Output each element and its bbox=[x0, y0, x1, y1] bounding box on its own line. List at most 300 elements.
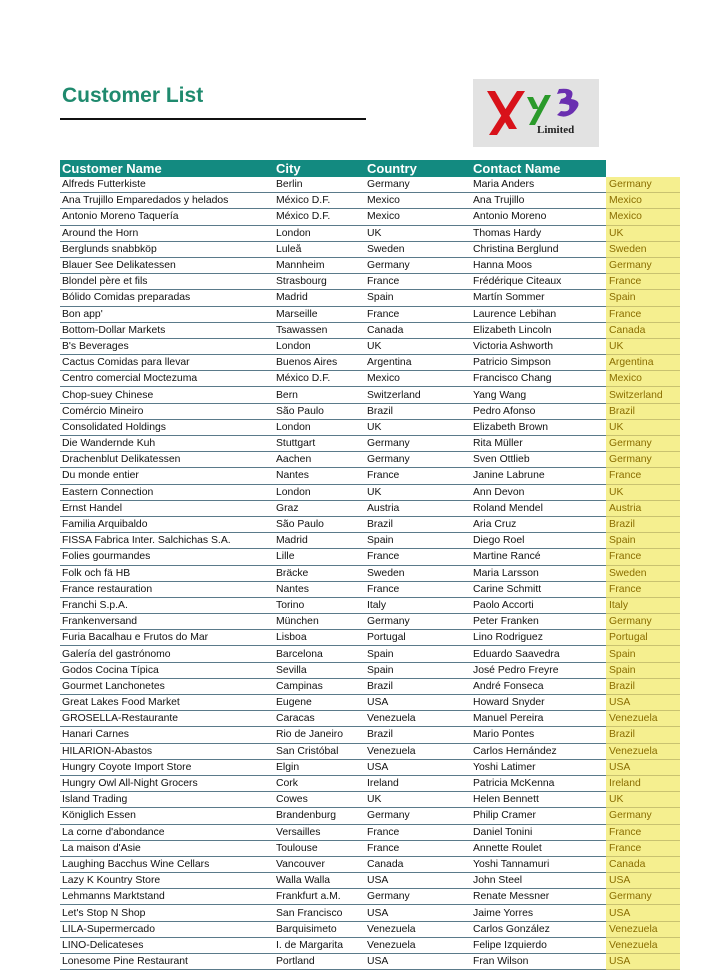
table-row bbox=[60, 209, 680, 225]
cell-country: Canada bbox=[367, 858, 404, 870]
table-row bbox=[60, 679, 680, 695]
cell-country: UK bbox=[367, 340, 382, 352]
cell-country-highlight: France bbox=[606, 307, 680, 323]
cell-city: San Cristóbal bbox=[276, 745, 339, 757]
cell-contact-name: Roland Mendel bbox=[473, 502, 543, 514]
cell-customer-name: Eastern Connection bbox=[62, 486, 154, 498]
cell-city: Cork bbox=[276, 778, 298, 790]
cell-country-highlight: UK bbox=[606, 226, 680, 242]
table-row bbox=[60, 841, 680, 857]
cell-country: Switzerland bbox=[367, 389, 421, 401]
table-row bbox=[60, 598, 680, 614]
cell-country: Germany bbox=[367, 438, 410, 450]
cell-country: Brazil bbox=[367, 519, 393, 531]
cell-city: Toulouse bbox=[276, 842, 318, 854]
cell-country-highlight: USA bbox=[606, 905, 680, 921]
cell-contact-name: Patricia McKenna bbox=[473, 778, 555, 790]
cell-customer-name: Blauer See Delikatessen bbox=[62, 260, 176, 272]
cell-customer-name: Bottom-Dollar Markets bbox=[62, 324, 166, 336]
cell-city: Aachen bbox=[276, 454, 312, 466]
cell-country-highlight: Spain bbox=[606, 646, 680, 662]
cell-country: Germany bbox=[367, 454, 410, 466]
cell-country-highlight: Mexico bbox=[606, 193, 680, 209]
cell-city: Rio de Janeiro bbox=[276, 729, 344, 741]
cell-contact-name: André Fonseca bbox=[473, 680, 544, 692]
cell-country: UK bbox=[367, 486, 382, 498]
cell-country-highlight: Canada bbox=[606, 857, 680, 873]
table-row bbox=[60, 177, 680, 193]
table-row bbox=[60, 452, 680, 468]
table-row bbox=[60, 371, 680, 387]
cell-city: Nantes bbox=[276, 583, 309, 595]
customer-table bbox=[60, 160, 680, 970]
cell-contact-name: Eduardo Saavedra bbox=[473, 648, 560, 660]
cell-customer-name: Consolidated Holdings bbox=[62, 421, 166, 433]
cell-city: Strasbourg bbox=[276, 276, 327, 288]
cell-customer-name: Lazy K Kountry Store bbox=[62, 875, 161, 887]
cell-customer-name: Franchi S.p.A. bbox=[62, 599, 128, 611]
table-row bbox=[60, 889, 680, 905]
cell-country: UK bbox=[367, 227, 382, 239]
cell-contact-name: Carlos González bbox=[473, 923, 550, 935]
table-row bbox=[60, 517, 680, 533]
cell-city: Torino bbox=[276, 599, 305, 611]
cell-country-highlight: Brazil bbox=[606, 727, 680, 743]
cell-country-highlight: UK bbox=[606, 485, 680, 501]
cell-customer-name: Furia Bacalhau e Frutos do Mar bbox=[62, 632, 209, 644]
cell-city: Barquisimeto bbox=[276, 923, 337, 935]
table-row bbox=[60, 938, 680, 954]
cell-contact-name: Maria Anders bbox=[473, 179, 535, 191]
cell-country-highlight: Venezuela bbox=[606, 744, 680, 760]
cell-customer-name: Godos Cocina Típica bbox=[62, 664, 159, 676]
cell-country-highlight: Mexico bbox=[606, 209, 680, 225]
cell-country: Venezuela bbox=[367, 745, 416, 757]
cell-country: Germany bbox=[367, 179, 410, 191]
cell-customer-name: Folk och fä HB bbox=[62, 567, 131, 579]
cell-country-highlight: France bbox=[606, 841, 680, 857]
cell-contact-name: Laurence Lebihan bbox=[473, 308, 557, 320]
cell-city: Cowes bbox=[276, 794, 308, 806]
cell-customer-name: Familia Arquibaldo bbox=[62, 519, 148, 531]
cell-country: Mexico bbox=[367, 211, 400, 223]
cell-country-highlight: Venezuela bbox=[606, 711, 680, 727]
cell-country: Sweden bbox=[367, 243, 405, 255]
cell-country: Venezuela bbox=[367, 923, 416, 935]
cell-city: Eugene bbox=[276, 697, 312, 709]
header-customer-name: Customer Name bbox=[62, 161, 162, 176]
cell-city: Vancouver bbox=[276, 858, 325, 870]
title-underline bbox=[60, 118, 366, 120]
table-row bbox=[60, 711, 680, 727]
table-row bbox=[60, 533, 680, 549]
cell-country-highlight: Spain bbox=[606, 663, 680, 679]
table-row bbox=[60, 436, 680, 452]
table-row bbox=[60, 857, 680, 873]
table-row bbox=[60, 355, 680, 371]
cell-country-highlight: Brazil bbox=[606, 517, 680, 533]
cell-customer-name: Du monde entier bbox=[62, 470, 139, 482]
table-row bbox=[60, 258, 680, 274]
cell-contact-name: Carlos Hernández bbox=[473, 745, 557, 757]
cell-country: Mexico bbox=[367, 373, 400, 385]
cell-country-highlight: Germany bbox=[606, 889, 680, 905]
cell-customer-name: France restauration bbox=[62, 583, 153, 595]
cell-city: Tsawassen bbox=[276, 324, 328, 336]
cell-contact-name: Maria Larsson bbox=[473, 567, 539, 579]
cell-contact-name: Patricio Simpson bbox=[473, 357, 551, 369]
cell-country: UK bbox=[367, 794, 382, 806]
cell-country: France bbox=[367, 842, 400, 854]
cell-contact-name: Janine Labrune bbox=[473, 470, 545, 482]
cell-city: Bräcke bbox=[276, 567, 309, 579]
table-row bbox=[60, 646, 680, 662]
cell-customer-name: Frankenversand bbox=[62, 616, 138, 628]
cell-customer-name: La corne d'abondance bbox=[62, 826, 165, 838]
cell-country: USA bbox=[367, 875, 389, 887]
cell-city: São Paulo bbox=[276, 519, 324, 531]
cell-city: Walla Walla bbox=[276, 875, 331, 887]
cell-city: Bern bbox=[276, 389, 298, 401]
cell-country: Ireland bbox=[367, 778, 399, 790]
cell-city: Mannheim bbox=[276, 260, 325, 272]
table-row bbox=[60, 242, 680, 258]
cell-customer-name: Chop-suey Chinese bbox=[62, 389, 154, 401]
cell-contact-name: Paolo Accorti bbox=[473, 599, 534, 611]
cell-contact-name: Annette Roulet bbox=[473, 842, 542, 854]
cell-country-highlight: USA bbox=[606, 873, 680, 889]
cell-contact-name: Yang Wang bbox=[473, 389, 527, 401]
cell-country-highlight: Sweden bbox=[606, 242, 680, 258]
table-row bbox=[60, 485, 680, 501]
cell-country-highlight: USA bbox=[606, 695, 680, 711]
cell-contact-name: Philip Cramer bbox=[473, 810, 536, 822]
cell-country: Spain bbox=[367, 292, 394, 304]
cell-city: Versailles bbox=[276, 826, 321, 838]
table-row bbox=[60, 387, 680, 403]
cell-country-highlight: Canada bbox=[606, 323, 680, 339]
table-row bbox=[60, 468, 680, 484]
cell-country-highlight: Venezuela bbox=[606, 938, 680, 954]
cell-country-highlight: USA bbox=[606, 954, 680, 970]
cell-country: Canada bbox=[367, 324, 404, 336]
cell-contact-name: Christina Berglund bbox=[473, 243, 559, 255]
cell-country-highlight: Venezuela bbox=[606, 922, 680, 938]
cell-country: France bbox=[367, 470, 400, 482]
cell-contact-name: John Steel bbox=[473, 875, 523, 887]
cell-country-highlight: France bbox=[606, 274, 680, 290]
cell-city: Campinas bbox=[276, 680, 323, 692]
cell-city: Stuttgart bbox=[276, 438, 316, 450]
cell-city: São Paulo bbox=[276, 405, 324, 417]
cell-country-highlight: Ireland bbox=[606, 776, 680, 792]
table-row bbox=[60, 307, 680, 323]
cell-country: Spain bbox=[367, 664, 394, 676]
cell-contact-name: Yoshi Tannamuri bbox=[473, 858, 550, 870]
table-row bbox=[60, 226, 680, 242]
cell-customer-name: HILARIÓN-Abastos bbox=[62, 745, 153, 757]
cell-contact-name: Sven Ottlieb bbox=[473, 454, 530, 466]
table-row bbox=[60, 501, 680, 517]
cell-customer-name: Folies gourmandes bbox=[62, 551, 151, 563]
table-row bbox=[60, 630, 680, 646]
cell-customer-name: Around the Horn bbox=[62, 227, 139, 239]
cell-country-highlight: UK bbox=[606, 420, 680, 436]
cell-country: Argentina bbox=[367, 357, 412, 369]
cell-country: France bbox=[367, 551, 400, 563]
header-country: Country bbox=[367, 161, 417, 176]
cell-country: USA bbox=[367, 697, 389, 709]
cell-contact-name: Martine Rancé bbox=[473, 551, 541, 563]
table-row bbox=[60, 744, 680, 760]
cell-country: Venezuela bbox=[367, 939, 416, 951]
cell-country-highlight: Germany bbox=[606, 258, 680, 274]
cell-country-highlight: Germany bbox=[606, 177, 680, 193]
cell-country-highlight: Italy bbox=[606, 598, 680, 614]
cell-country-highlight: Germany bbox=[606, 808, 680, 824]
cell-city: London bbox=[276, 421, 311, 433]
cell-city: San Francisco bbox=[276, 907, 343, 919]
cell-customer-name: Drachenblut Delikatessen bbox=[62, 454, 181, 466]
cell-country-highlight: France bbox=[606, 468, 680, 484]
header-contact-name: Contact Name bbox=[473, 161, 561, 176]
table-row bbox=[60, 274, 680, 290]
cell-country-highlight: Brazil bbox=[606, 404, 680, 420]
cell-customer-name: GROSELLA-Restaurante bbox=[62, 713, 179, 725]
cell-contact-name: José Pedro Freyre bbox=[473, 664, 559, 676]
cell-contact-name: Manuel Pereira bbox=[473, 713, 544, 725]
cell-country-highlight: France bbox=[606, 582, 680, 598]
logo-caption: Limited bbox=[537, 124, 575, 136]
table-row bbox=[60, 404, 680, 420]
cell-country: Sweden bbox=[367, 567, 405, 579]
cell-contact-name: Victoria Ashworth bbox=[473, 340, 554, 352]
cell-contact-name: Rita Müller bbox=[473, 438, 523, 450]
header-city: City bbox=[276, 161, 301, 176]
cell-city: London bbox=[276, 227, 311, 239]
table-row bbox=[60, 420, 680, 436]
table-row bbox=[60, 323, 680, 339]
table-row bbox=[60, 566, 680, 582]
cell-customer-name: Ana Trujillo Emparedados y helados bbox=[62, 195, 229, 207]
cell-country: USA bbox=[367, 907, 389, 919]
cell-city: Marseille bbox=[276, 308, 318, 320]
cell-customer-name: Hanari Carnes bbox=[62, 729, 129, 741]
cell-country-highlight: France bbox=[606, 549, 680, 565]
cell-contact-name: Renate Messner bbox=[473, 891, 550, 903]
cell-contact-name: Frédérique Citeaux bbox=[473, 276, 562, 288]
table-row bbox=[60, 808, 680, 824]
cell-country-highlight: Portugal bbox=[606, 630, 680, 646]
cell-country: Spain bbox=[367, 648, 394, 660]
cell-city: Elgin bbox=[276, 761, 300, 773]
cell-country: Mexico bbox=[367, 195, 400, 207]
cell-country-highlight: Spain bbox=[606, 290, 680, 306]
cell-city: London bbox=[276, 486, 311, 498]
cell-city: Sevilla bbox=[276, 664, 307, 676]
cell-contact-name: Helen Bennett bbox=[473, 794, 539, 806]
cell-customer-name: Bólido Comidas preparadas bbox=[62, 292, 191, 304]
cell-customer-name: Blondel père et fils bbox=[62, 276, 148, 288]
cell-country: France bbox=[367, 308, 400, 320]
cell-contact-name: Pedro Afonso bbox=[473, 405, 536, 417]
table-row bbox=[60, 905, 680, 921]
table-row bbox=[60, 614, 680, 630]
cell-customer-name: Königlich Essen bbox=[62, 810, 136, 822]
cell-city: México D.F. bbox=[276, 195, 331, 207]
page-title: Customer List bbox=[62, 84, 204, 107]
table-row bbox=[60, 792, 680, 808]
cell-country-highlight: Germany bbox=[606, 436, 680, 452]
cell-city: Graz bbox=[276, 502, 299, 514]
cell-customer-name: B's Beverages bbox=[62, 340, 129, 352]
cell-city: Buenos Aires bbox=[276, 357, 338, 369]
cell-contact-name: Diego Roel bbox=[473, 535, 525, 547]
cell-country: Germany bbox=[367, 260, 410, 272]
cell-city: Barcelona bbox=[276, 648, 323, 660]
cell-country-highlight: Sweden bbox=[606, 566, 680, 582]
cell-customer-name: Lonesome Pine Restaurant bbox=[62, 956, 188, 968]
table-row bbox=[60, 776, 680, 792]
cell-city: I. de Margarita bbox=[276, 939, 343, 951]
cell-country: France bbox=[367, 276, 400, 288]
cell-country-highlight: Mexico bbox=[606, 371, 680, 387]
table-row bbox=[60, 760, 680, 776]
cell-contact-name: Hanna Moos bbox=[473, 260, 532, 272]
cell-customer-name: Ernst Handel bbox=[62, 502, 123, 514]
cell-city: Madrid bbox=[276, 535, 308, 547]
table-row bbox=[60, 582, 680, 598]
cell-contact-name: Antonio Moreno bbox=[473, 211, 547, 223]
cell-contact-name: Ana Trujillo bbox=[473, 195, 525, 207]
table-row bbox=[60, 695, 680, 711]
cell-country-highlight: Switzerland bbox=[606, 387, 680, 403]
cell-city: London bbox=[276, 340, 311, 352]
cell-contact-name: Aria Cruz bbox=[473, 519, 517, 531]
cell-country: Brazil bbox=[367, 405, 393, 417]
cell-country-highlight: Spain bbox=[606, 533, 680, 549]
cell-country-highlight: Brazil bbox=[606, 679, 680, 695]
cell-country: UK bbox=[367, 421, 382, 433]
cell-contact-name: Martín Sommer bbox=[473, 292, 545, 304]
cell-country: Brazil bbox=[367, 680, 393, 692]
cell-city: Brandenburg bbox=[276, 810, 337, 822]
cell-contact-name: Lino Rodriguez bbox=[473, 632, 543, 644]
cell-contact-name: Mario Pontes bbox=[473, 729, 535, 741]
cell-city: Lisboa bbox=[276, 632, 307, 644]
cell-customer-name: Antonio Moreno Taquería bbox=[62, 211, 179, 223]
cell-contact-name: Yoshi Latimer bbox=[473, 761, 536, 773]
cell-city: Berlin bbox=[276, 179, 303, 191]
table-row bbox=[60, 549, 680, 565]
cell-customer-name: Centro comercial Moctezuma bbox=[62, 373, 198, 385]
cell-customer-name: LINO-Delicateses bbox=[62, 939, 144, 951]
cell-city: Madrid bbox=[276, 292, 308, 304]
cell-country: Venezuela bbox=[367, 713, 416, 725]
cell-city: München bbox=[276, 616, 319, 628]
cell-customer-name: LILA-Supermercado bbox=[62, 923, 155, 935]
cell-country: France bbox=[367, 583, 400, 595]
cell-country: Austria bbox=[367, 502, 400, 514]
cell-country: Spain bbox=[367, 535, 394, 547]
cell-customer-name: Galería del gastrónomo bbox=[62, 648, 171, 660]
cell-contact-name: Daniel Tonini bbox=[473, 826, 533, 838]
cell-country: Portugal bbox=[367, 632, 406, 644]
cell-customer-name: Cactus Comidas para llevar bbox=[62, 357, 190, 369]
cell-customer-name: Lehmanns Marktstand bbox=[62, 891, 165, 903]
cell-country: USA bbox=[367, 956, 389, 968]
cell-customer-name: Berglunds snabbköp bbox=[62, 243, 157, 255]
cell-customer-name: Laughing Bacchus Wine Cellars bbox=[62, 858, 210, 870]
cell-customer-name: FISSA Fabrica Inter. Salchichas S.A. bbox=[62, 535, 231, 547]
cell-country: Brazil bbox=[367, 729, 393, 741]
table-body bbox=[60, 177, 680, 970]
table-row bbox=[60, 825, 680, 841]
cell-customer-name: Island Trading bbox=[62, 794, 128, 806]
cell-city: Portland bbox=[276, 956, 315, 968]
cell-customer-name: Comércio Mineiro bbox=[62, 405, 144, 417]
cell-contact-name: Jaime Yorres bbox=[473, 907, 534, 919]
cell-contact-name: Felipe Izquierdo bbox=[473, 939, 547, 951]
cell-customer-name: Great Lakes Food Market bbox=[62, 697, 180, 709]
table-row bbox=[60, 873, 680, 889]
cell-country: Germany bbox=[367, 616, 410, 628]
cell-country: Germany bbox=[367, 810, 410, 822]
company-logo bbox=[473, 79, 599, 147]
table-row bbox=[60, 727, 680, 743]
cell-customer-name: Gourmet Lanchonetes bbox=[62, 680, 165, 692]
cell-country: USA bbox=[367, 761, 389, 773]
cell-contact-name: Elizabeth Lincoln bbox=[473, 324, 552, 336]
cell-country-highlight: Argentina bbox=[606, 355, 680, 371]
cell-customer-name: Die Wandernde Kuh bbox=[62, 438, 156, 450]
cell-city: Caracas bbox=[276, 713, 315, 725]
cell-city: Lille bbox=[276, 551, 295, 563]
cell-contact-name: Peter Franken bbox=[473, 616, 539, 628]
cell-city: Frankfurt a.M. bbox=[276, 891, 341, 903]
table-header bbox=[60, 160, 680, 177]
cell-contact-name: Fran Wilson bbox=[473, 956, 529, 968]
cell-country-highlight: USA bbox=[606, 760, 680, 776]
cell-customer-name: Hungry Coyote Import Store bbox=[62, 761, 192, 773]
cell-country-highlight: Germany bbox=[606, 614, 680, 630]
cell-country: France bbox=[367, 826, 400, 838]
table-row bbox=[60, 339, 680, 355]
cell-country: Italy bbox=[367, 599, 387, 611]
cell-customer-name: Hungry Owl All-Night Grocers bbox=[62, 778, 198, 790]
cell-city: Luleå bbox=[276, 243, 302, 255]
table-row bbox=[60, 954, 680, 970]
cell-country-highlight: Austria bbox=[606, 501, 680, 517]
cell-country-highlight: UK bbox=[606, 792, 680, 808]
cell-customer-name: La maison d'Asie bbox=[62, 842, 141, 854]
cell-country: Germany bbox=[367, 891, 410, 903]
cell-country-highlight: France bbox=[606, 825, 680, 841]
cell-customer-name: Let's Stop N Shop bbox=[62, 907, 146, 919]
cell-city: México D.F. bbox=[276, 211, 331, 223]
cell-city: México D.F. bbox=[276, 373, 331, 385]
cell-contact-name: Elizabeth Brown bbox=[473, 421, 549, 433]
cell-city: Nantes bbox=[276, 470, 309, 482]
cell-contact-name: Carine Schmitt bbox=[473, 583, 542, 595]
cell-contact-name: Howard Snyder bbox=[473, 697, 545, 709]
cell-customer-name: Bon app' bbox=[62, 308, 103, 320]
table-row bbox=[60, 922, 680, 938]
cell-customer-name: Alfreds Futterkiste bbox=[62, 179, 146, 191]
table-row bbox=[60, 290, 680, 306]
cell-country-highlight: Germany bbox=[606, 452, 680, 468]
cell-contact-name: Ann Devon bbox=[473, 486, 525, 498]
